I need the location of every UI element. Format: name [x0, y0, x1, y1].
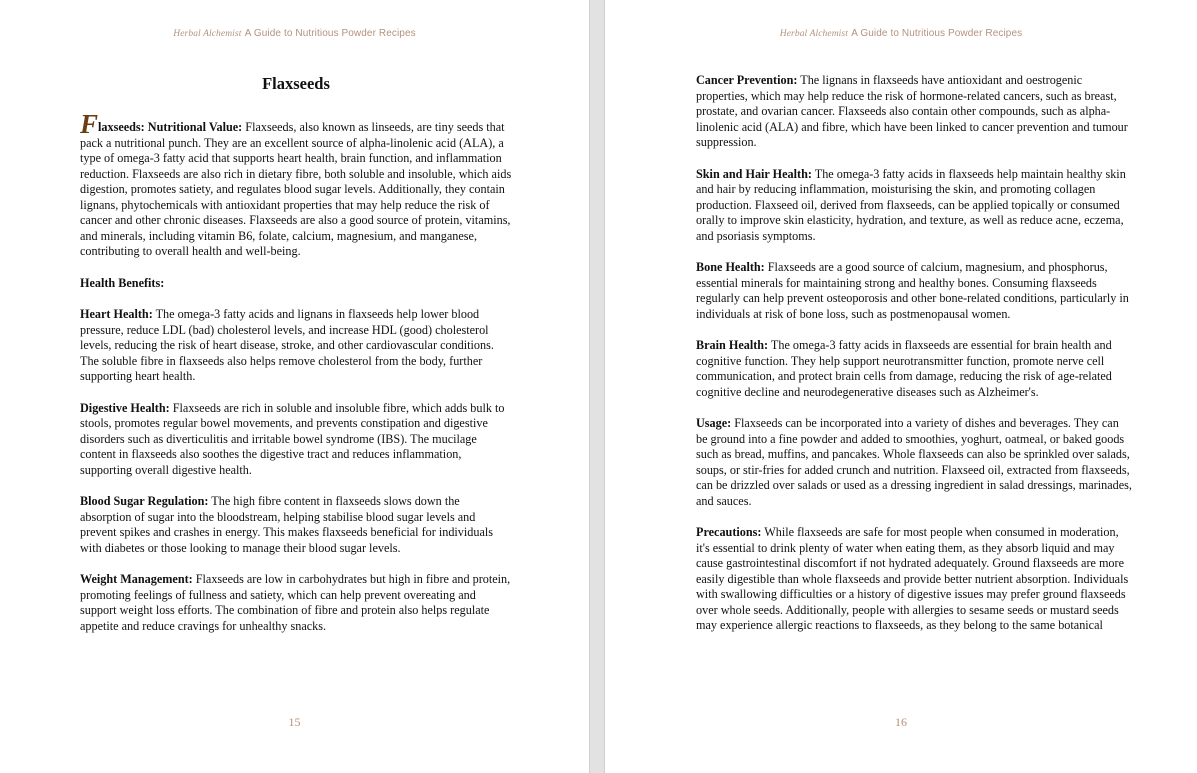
header-title: A Guide to Nutritious Powder Recipes	[244, 28, 416, 39]
section-title: Digestive Health:	[80, 400, 170, 415]
section-title: Brain Health:	[696, 338, 769, 352]
section-title: Heart Health:	[80, 307, 153, 321]
section-title: Cancer Prevention:	[696, 73, 798, 87]
section-text: Flaxseeds can be incorporated into a variety of dishes and beverages. They can be ground into a fine powder and added to smoothies, yoghurt, oatmeal, or baked goods such as bread, muffins, and pancakes. Whole flaxseeds can also be sprinkled over salads, soups, or stir-fries for added crunch and nutrition. Flaxseed oil, extracted from flaxseeds, can be drizzled over salads or used as a dressing ingredient in salad dressings, marinades, and sauces.	[696, 416, 1132, 508]
intro-lead: laxseeds: Nutritional Value:	[98, 120, 243, 134]
section-text: The lignans in flaxseeds have antioxidant and oestrogenic properties, which may help reduce the risk of hormone-related cancers, such as breast, prostate, and ovarian cancer. Flaxseeds also contain other compounds, such as alpha-linolenic acid (ALA) and fibre, which have been linked to cancer prevention and tumour suppression.	[696, 73, 1128, 149]
section-text: Flaxseeds are a good source of calcium, magnesium, and phosphorus, essential minerals for maintaining strong and healthy bones. Consuming flaxseeds regularly can help prevent osteoporosis and other bone-related conditions, particularly in individuals at risk of bone loss, such as postmenopausal women.	[696, 260, 1129, 321]
section-text: Flaxseeds are rich in soluble and insoluble fibre, which adds bulk to stools, promotes regular bowel movements, and prevents constipation and digestive disorders such as diverticulitis and irritable bowel syndrome (IBS). The mucilage content in flaxseeds also soothes the digestive tract and reduces inflammation, supporting overall digestive health.	[80, 400, 505, 477]
section-text: The omega-3 fatty acids in flaxseeds are essential for brain health and cognitive function. They help support neurotransmitter function, promote nerve cell communication, and protect brain cells from damage, reducing the risk of age-related cognitive decline and neurodegenerative diseases such as Alzheimer's.	[696, 338, 1112, 399]
section-cancer-prevention	[696, 73, 1132, 151]
section-brain-health	[696, 338, 1132, 400]
section-text: The high fibre content in flaxseeds slows down the absorption of sugar into the bloodstream, helping stabilise blood sugar levels and prevent spikes and crashes in energy. This makes flaxseeds beneficial for individuals with diabetes or those looking to manage their blood sugar levels.	[80, 494, 494, 555]
header-title: A Guide to Nutritious Powder Recipes	[851, 28, 1023, 39]
page-content-right	[696, 73, 1132, 650]
header-brand-logo: Herbal Alchemist	[173, 29, 242, 39]
page-gutter	[589, 0, 605, 773]
section-title: Skin and Hair Health:	[696, 166, 812, 181]
section-precautions	[696, 525, 1132, 634]
section-title: Weight Management:	[80, 572, 193, 586]
page-content-left	[80, 74, 512, 650]
section-title: Bone Health:	[696, 260, 765, 274]
page-left	[0, 0, 589, 773]
section-title: Usage:	[696, 416, 732, 430]
section-bone-health	[696, 260, 1132, 322]
drop-cap: F	[80, 109, 99, 139]
section-title: Precautions:	[696, 525, 762, 539]
section-weight-management	[80, 572, 512, 634]
section-usage	[696, 416, 1132, 509]
running-header-left	[0, 28, 589, 39]
section-digestive-health	[80, 401, 512, 479]
section-text: The omega-3 fatty acids in flaxseeds help maintain healthy skin and hair by reducing inflammation, moisturising the skin, and promoting collagen production. Flaxseed oil, derived from flaxseeds, can be applied topically or consumed orally to improve skin elasticity, hydration, and texture, as well as reduce acne, eczema, and psoriasis symptoms.	[696, 166, 1126, 243]
intro-paragraph	[80, 109, 512, 260]
section-title: Blood Sugar Regulation:	[80, 494, 209, 508]
section-text: While flaxseeds are safe for most people when consumed in moderation, it's essential to drink plenty of water when eating them, as they absorb liquid and may cause gastrointestinal discomfort if not hydrated adequately. Ground flaxseeds are more easily digestible than whole flaxseeds and provide better nutrient absorption. Individuals with swallowing difficulties or a history of digestive issues may prefer ground flaxseeds over whole seeds. Additionally, people with allergies to sesame seeds or mustard seeds may experience allergic reactions to flaxseeds, as they belong to the same botanical	[696, 525, 1129, 632]
section-text: Flaxseeds are low in carbohydrates but high in fibre and protein, promoting feelings of fullness and satiety, which can help prevent overeating and support weight loss efforts. The combination of fibre and protein also helps regulate appetite and reduce cravings for unhealthy snacks.	[80, 572, 511, 633]
section-heart-health	[80, 307, 512, 385]
health-benefits-heading: Health Benefits:	[80, 275, 165, 290]
section-skin-hair	[696, 167, 1132, 245]
intro-text: Flaxseeds, also known as linseeds, are tiny seeds that pack a nutritional punch. They are an excellent source of alpha-linolenic acid (ALA), a type of omega-3 fatty acid that supports heart health, brain function, and inflammation reduction. Flaxseeds are also rich in dietary fibre, both soluble and insoluble, which aids digestion, promotes satiety, and regulates blood sugar levels. Additionally, they contain lignans, phytochemicals with antioxidant properties that may help reduce the risk of cancer and other chronic diseases. Flaxseeds are also a good source of protein, vitamins, and minerals, including vitamin B6, folate, calcium, magnesium, and manganese, contributing to overall health and well-being.	[80, 120, 512, 258]
header-brand-logo: Herbal Alchemist	[779, 29, 848, 39]
page-number-left: 15	[288, 715, 301, 729]
page-right	[605, 0, 1197, 773]
page-number-right: 16	[895, 715, 907, 729]
page-title: Flaxseeds	[262, 74, 330, 93]
running-header-right	[605, 28, 1197, 39]
section-text: The omega-3 fatty acids and lignans in flaxseeds help lower blood pressure, reduce LDL (bad) cholesterol levels, and increase HDL (good) cholesterol levels, reducing the risk of heart disease, stroke, and other cardiovascular conditions. The soluble fibre in flaxseeds also helps remove cholesterol from the body, further supporting heart health.	[80, 307, 494, 383]
section-blood-sugar	[80, 494, 512, 556]
